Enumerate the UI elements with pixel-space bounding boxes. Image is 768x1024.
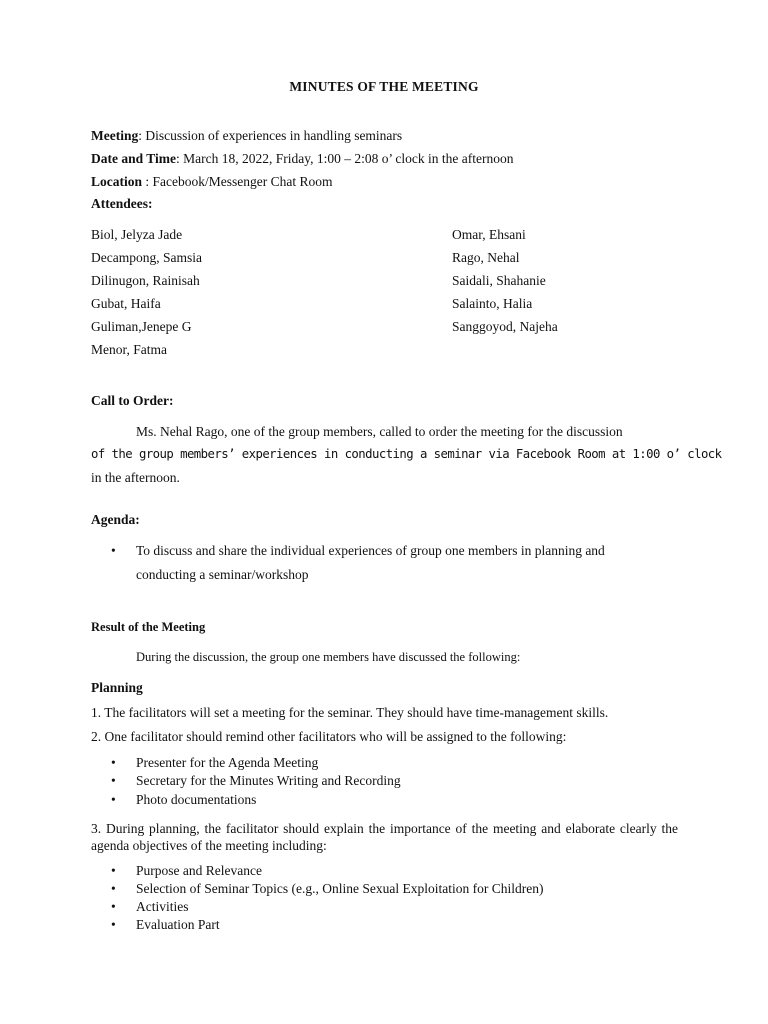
objective-item	[111, 917, 220, 933]
objective-text: Evaluation Part	[136, 917, 220, 932]
role-text: Presenter for the Agenda Meeting	[136, 755, 319, 770]
meeting-value: : Discussion of experiences in handling seminars	[138, 128, 403, 143]
agenda-text: To discuss and share the individual experiences of group one members in planning and	[136, 543, 605, 558]
bullet-icon: •	[111, 863, 116, 878]
agenda-item	[111, 543, 605, 559]
agenda-heading: Agenda:	[91, 512, 140, 527]
location-value: : Facebook/Messenger Chat Room	[142, 174, 333, 189]
role-item	[111, 755, 319, 771]
bullet-icon: •	[111, 543, 116, 558]
planning-item: 3. During planning, the facilitator should explain the importance of the meeting and elaborate clearly the agenda objectives of the meeting including:	[91, 821, 678, 853]
result-intro: During the discussion, the group one members have discussed the following:	[136, 650, 521, 664]
bullet-icon: •	[111, 792, 116, 807]
attendee-name: Biol, Jelyza Jade	[91, 227, 183, 242]
result-heading: Result of the Meeting	[91, 620, 206, 634]
attendee-name: Dilinugon, Rainisah	[91, 273, 200, 288]
objective-item	[111, 881, 544, 897]
meeting-line	[91, 128, 402, 144]
bullet-icon: •	[111, 773, 116, 788]
bullet-icon: •	[111, 899, 116, 914]
bullet-icon: •	[111, 881, 116, 896]
objective-item	[111, 863, 262, 879]
call-to-order-line: of the group members’ experiences in conducting a seminar via Facebook Room at 1:00 o’ clock	[91, 447, 722, 461]
planning-heading: Planning	[91, 680, 143, 695]
role-item	[111, 792, 257, 808]
date-time-label: Date and Time	[91, 151, 177, 166]
bullet-icon: •	[111, 917, 116, 932]
location-label: Location	[91, 174, 143, 189]
attendee-name: Sanggoyod, Najeha	[452, 319, 558, 334]
date-time-line	[91, 151, 513, 167]
location-line	[91, 174, 333, 190]
attendees-label: Attendees:	[91, 196, 153, 211]
attendee-name: Gubat, Haifa	[91, 296, 161, 311]
attendee-name: Decampong, Samsia	[91, 250, 202, 265]
role-text: Secretary for the Minutes Writing and Recording	[136, 773, 401, 788]
call-to-order-heading: Call to Order:	[91, 393, 174, 408]
attendee-name: Saidali, Shahanie	[452, 273, 546, 288]
bullet-icon: •	[111, 755, 116, 770]
objective-item	[111, 899, 189, 915]
attendee-name: Guliman,Jenepe G	[91, 319, 192, 334]
document-title: MINUTES OF THE MEETING	[289, 79, 479, 94]
planning-item: 1. The facilitators will set a meeting for the seminar. They should have time-management skills.	[91, 705, 609, 720]
role-text: Photo documentations	[136, 792, 257, 807]
agenda-text-continued: conducting a seminar/workshop	[136, 567, 309, 582]
date-time-value: : March 18, 2022, Friday, 1:00 – 2:08 o’ clock in the afternoon	[176, 151, 514, 166]
attendee-name: Salainto, Halia	[452, 296, 533, 311]
attendee-name: Omar, Ehsani	[452, 227, 526, 242]
attendee-name: Menor, Fatma	[91, 342, 167, 357]
objective-text: Activities	[136, 899, 189, 914]
objective-text: Purpose and Relevance	[136, 863, 262, 878]
call-to-order-line: Ms. Nehal Rago, one of the group members, called to order the meeting for the discussion	[136, 424, 623, 439]
call-to-order-line: in the afternoon.	[91, 470, 180, 485]
planning-item: 2. One facilitator should remind other facilitators who will be assigned to the following:	[91, 729, 567, 744]
role-item	[111, 773, 401, 789]
attendee-name: Rago, Nehal	[452, 250, 520, 265]
objective-text: Selection of Seminar Topics (e.g., Online Sexual Exploitation for Children)	[136, 881, 544, 896]
meeting-label: Meeting	[91, 128, 139, 143]
